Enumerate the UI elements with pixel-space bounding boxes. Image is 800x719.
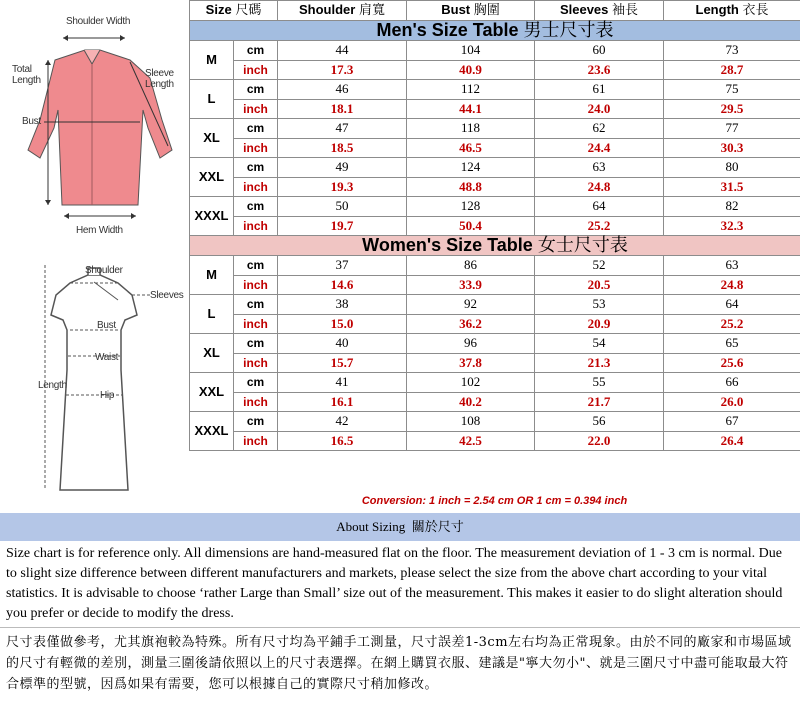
size-label: XXXL — [190, 412, 234, 451]
measurement-cell: 26.4 — [664, 431, 800, 451]
size-label: M — [190, 256, 234, 295]
measurement-cell: 24.4 — [535, 138, 664, 158]
measurement-cell: 55 — [535, 373, 664, 393]
measurement-cell: 67 — [664, 412, 800, 432]
measurement-cell: 80 — [664, 158, 800, 178]
measurement-cell: 44.1 — [407, 99, 535, 119]
unit-label: cm — [234, 256, 278, 276]
table-row — [190, 353, 800, 373]
unit-label: cm — [234, 158, 278, 178]
measurement-cell: 49 — [278, 158, 407, 178]
measurement-cell: 96 — [407, 334, 535, 354]
measurement-cell: 42.5 — [407, 431, 535, 451]
measurement-cell: 18.5 — [278, 138, 407, 158]
table-row — [190, 216, 800, 236]
header-sleeves: Sleeves 袖長 — [535, 1, 664, 21]
measurement-cell: 21.3 — [535, 353, 664, 373]
measurement-cell: 41 — [278, 373, 407, 393]
measurement-cell: 53 — [535, 295, 664, 315]
measurement-cell: 66 — [664, 373, 800, 393]
measurement-cell: 17.3 — [278, 60, 407, 80]
measurement-cell: 65 — [664, 334, 800, 354]
unit-label: cm — [234, 373, 278, 393]
measurement-cell: 92 — [407, 295, 535, 315]
measurement-cell: 46 — [278, 80, 407, 100]
illustration-panel — [0, 0, 189, 492]
table-row — [190, 60, 800, 80]
measurement-cell: 14.6 — [278, 275, 407, 295]
measurement-cell: 108 — [407, 412, 535, 432]
table-row — [190, 138, 800, 158]
measurement-cell: 112 — [407, 80, 535, 100]
measurement-cell: 19.3 — [278, 177, 407, 197]
unit-label: inch — [234, 314, 278, 334]
unit-label: inch — [234, 216, 278, 236]
men-table-title-row — [190, 21, 800, 41]
measurement-cell: 42 — [278, 412, 407, 432]
hem-width-label: Hem Width — [76, 225, 123, 236]
dress-sleeves-label: Sleeves — [150, 290, 184, 301]
measurement-cell: 25.2 — [664, 314, 800, 334]
size-label: L — [190, 295, 234, 334]
measurement-cell: 25.6 — [664, 353, 800, 373]
measurement-cell: 77 — [664, 119, 800, 139]
measurement-cell: 61 — [535, 80, 664, 100]
measurement-cell: 29.5 — [664, 99, 800, 119]
measurement-cell: 24.8 — [535, 177, 664, 197]
size-label: XXXL — [190, 197, 234, 236]
measurement-cell: 37.8 — [407, 353, 535, 373]
size-label: XXL — [190, 158, 234, 197]
unit-label: inch — [234, 431, 278, 451]
measurement-cell: 31.5 — [664, 177, 800, 197]
unit-label: cm — [234, 197, 278, 217]
dress-bust-label: Bust — [97, 320, 116, 331]
measurement-cell: 15.7 — [278, 353, 407, 373]
measurement-cell: 56 — [535, 412, 664, 432]
table-row — [190, 119, 800, 139]
size-label: XL — [190, 119, 234, 158]
measurement-cell: 104 — [407, 41, 535, 61]
sleeve-length-label: Sleeve Length — [145, 68, 174, 90]
measurement-cell: 36.2 — [407, 314, 535, 334]
measurement-cell: 20.5 — [535, 275, 664, 295]
measurement-cell: 50 — [278, 197, 407, 217]
measurement-cell: 118 — [407, 119, 535, 139]
measurement-cell: 44 — [278, 41, 407, 61]
table-row — [190, 431, 800, 451]
measurement-cell: 19.7 — [278, 216, 407, 236]
measurement-cell: 30.3 — [664, 138, 800, 158]
men-table-title: Men's Size Table 男士尺寸表 — [190, 21, 800, 41]
table-row — [190, 314, 800, 334]
unit-label: cm — [234, 80, 278, 100]
measurement-cell: 48.8 — [407, 177, 535, 197]
measurement-cell: 82 — [664, 197, 800, 217]
shoulder-width-label: Shoulder Width — [66, 16, 131, 27]
unit-label: cm — [234, 334, 278, 354]
header-bust: Bust 胸圍 — [407, 1, 535, 21]
measurement-cell: 18.1 — [278, 99, 407, 119]
table-row — [190, 41, 800, 61]
header-size: Size 尺碼 — [190, 1, 278, 21]
size-label: L — [190, 80, 234, 119]
table-row — [190, 334, 800, 354]
measurement-cell: 38 — [278, 295, 407, 315]
total-length-label: Total Length — [12, 64, 41, 86]
mens-shirt-illustration — [28, 35, 172, 219]
measurement-cell: 40.2 — [407, 392, 535, 412]
measurement-cell: 46.5 — [407, 138, 535, 158]
measurement-cell: 33.9 — [407, 275, 535, 295]
measurement-cell: 28.7 — [664, 60, 800, 80]
measurement-cell: 102 — [407, 373, 535, 393]
unit-label: inch — [234, 275, 278, 295]
measurement-cell: 21.7 — [535, 392, 664, 412]
table-row — [190, 275, 800, 295]
dress-waist-label: Waist — [95, 352, 119, 363]
table-row — [190, 158, 800, 178]
measurement-cell: 64 — [535, 197, 664, 217]
measurement-cell: 26.0 — [664, 392, 800, 412]
measurement-cell: 54 — [535, 334, 664, 354]
table-row — [190, 197, 800, 217]
dress-hip-label: Hip — [100, 390, 115, 401]
measurement-cell: 50.4 — [407, 216, 535, 236]
measurement-cell: 22.0 — [535, 431, 664, 451]
unit-label: inch — [234, 177, 278, 197]
unit-label: cm — [234, 295, 278, 315]
measurement-cell: 73 — [664, 41, 800, 61]
size-label: XXL — [190, 373, 234, 412]
dress-length-label: Length — [38, 380, 67, 391]
unit-label: cm — [234, 412, 278, 432]
measurement-cell: 40 — [278, 334, 407, 354]
unit-label: inch — [234, 138, 278, 158]
size-table — [189, 0, 800, 451]
measurement-cell: 23.6 — [535, 60, 664, 80]
table-row — [190, 177, 800, 197]
sizing-notes-chinese: 尺寸表僅做參考，尤其旗袍較為特殊。所有尺寸均為平鋪手工測量，尺寸誤差1-3cm左右均為正常現象。由於不同的廠家和市場區域的尺寸有輕微的差別，測量三圍後請依照以上的尺寸表選擇。在網上購買衣服、建議是"寧大勿小"、就是三圍尺寸中盡可能取最大符合標準的型號，因爲如果有需要，您可以根據自己的實際尺寸稍加修改。 — [6, 635, 792, 692]
table-row — [190, 256, 800, 276]
measurement-cell: 128 — [407, 197, 535, 217]
measurement-cell: 24.0 — [535, 99, 664, 119]
unit-label: inch — [234, 353, 278, 373]
unit-label: inch — [234, 99, 278, 119]
measurement-cell: 24.8 — [664, 275, 800, 295]
womens-dress-illustration — [45, 265, 150, 490]
measurement-cell: 63 — [535, 158, 664, 178]
table-row — [190, 99, 800, 119]
size-label: XL — [190, 334, 234, 373]
sizing-notes-english: Size chart is for reference only. All dimensions are hand-measured flat on the floor. The measurement deviation of 1 - 3 cm is normal. Due to slight size difference between different manufacturers and markets, please select the size from the above chart according to your vital statistics. It is advisable to choose ‘rather Large than Small’ size out of the measurement. This makes it easier to do slight alteration should you prefer or decide to modify the dress. — [6, 546, 783, 621]
measurement-cell: 16.1 — [278, 392, 407, 412]
table-row — [190, 373, 800, 393]
table-row — [190, 295, 800, 315]
measurement-cell: 15.0 — [278, 314, 407, 334]
unit-label: inch — [234, 60, 278, 80]
bust-label: Bust — [22, 116, 41, 127]
table-row — [190, 392, 800, 412]
unit-label: inch — [234, 392, 278, 412]
measurement-cell: 60 — [535, 41, 664, 61]
table-row — [190, 80, 800, 100]
header-length: Length 衣長 — [664, 1, 800, 21]
about-sizing-title: About Sizing — [336, 519, 406, 534]
measurement-cell: 86 — [407, 256, 535, 276]
measurement-cell: 32.3 — [664, 216, 800, 236]
unit-label: cm — [234, 119, 278, 139]
women-table-title-row — [190, 236, 800, 256]
measurement-cell: 124 — [407, 158, 535, 178]
table-row — [190, 412, 800, 432]
measurement-cell: 62 — [535, 119, 664, 139]
header-shoulder: Shoulder 肩寬 — [278, 1, 407, 21]
dress-shoulder-label: Shoulder — [85, 265, 123, 276]
measurement-cell: 25.2 — [535, 216, 664, 236]
table-header-row — [190, 1, 800, 21]
measurement-cell: 75 — [664, 80, 800, 100]
measurement-cell: 47 — [278, 119, 407, 139]
measurement-cell: 40.9 — [407, 60, 535, 80]
measurement-cell: 37 — [278, 256, 407, 276]
about-sizing-title-cn: 關於尺寸 — [411, 520, 464, 535]
measurement-cell: 20.9 — [535, 314, 664, 334]
about-sizing-bar — [0, 513, 800, 541]
women-table-title: Women's Size Table 女士尺寸表 — [190, 236, 800, 256]
conversion-note: Conversion: 1 inch = 2.54 cm OR 1 cm = 0.394 inch — [361, 495, 628, 507]
unit-label: cm — [234, 41, 278, 61]
measurement-cell: 64 — [664, 295, 800, 315]
notes-divider — [0, 627, 800, 628]
measurement-cell: 16.5 — [278, 431, 407, 451]
measurement-cell: 63 — [664, 256, 800, 276]
measurement-cell: 52 — [535, 256, 664, 276]
size-label: M — [190, 41, 234, 80]
